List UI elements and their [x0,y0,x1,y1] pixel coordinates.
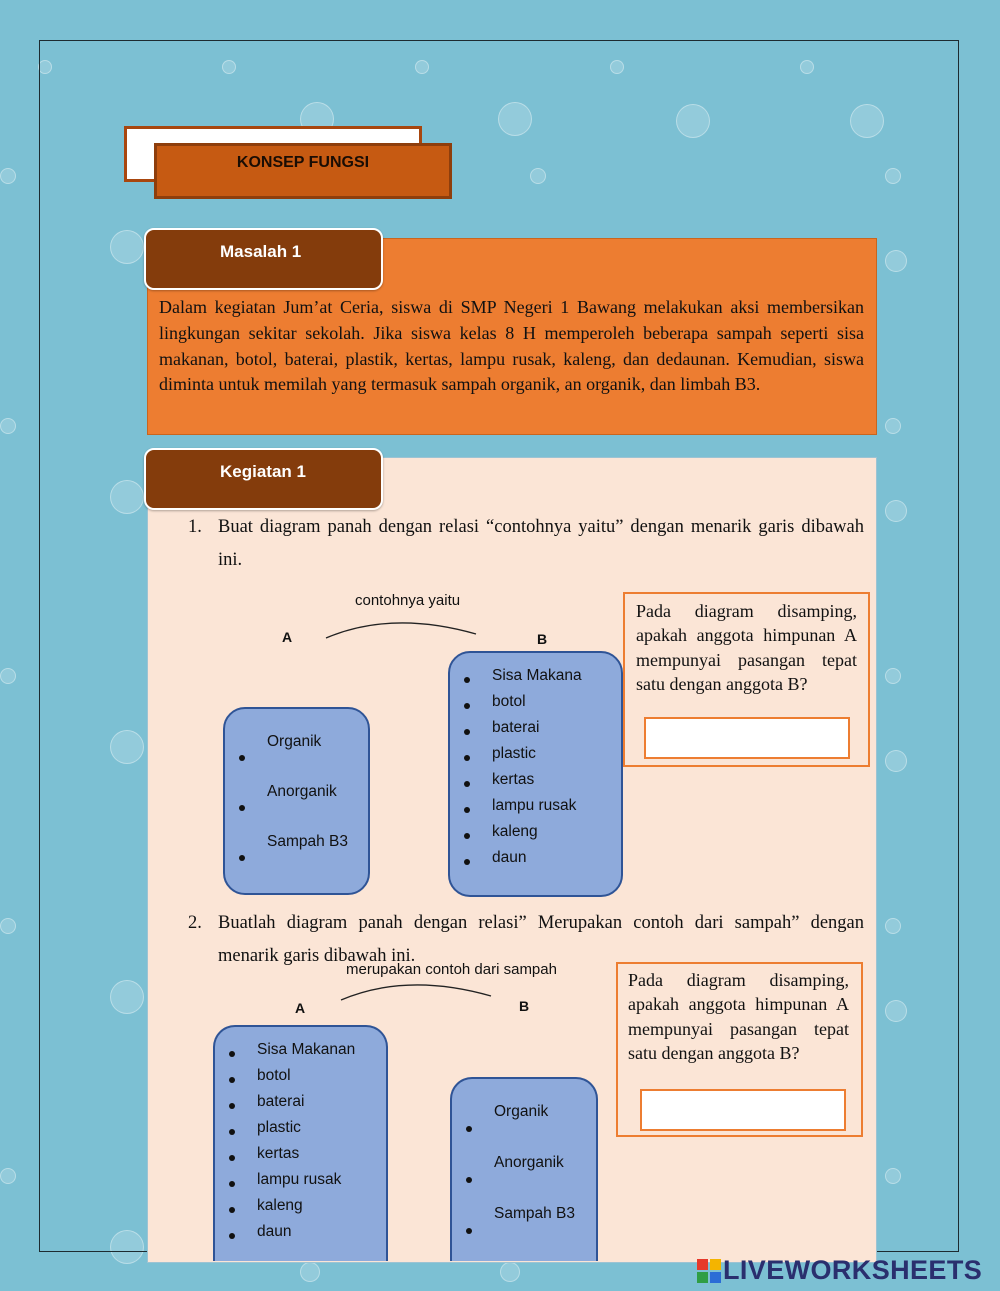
relation-arc [322,616,482,642]
set-a-item[interactable]: botol [215,1067,386,1093]
answer-input[interactable] [644,717,850,759]
liveworksheets-logo[interactable] [697,1255,994,1285]
answer-input[interactable] [640,1089,846,1131]
set-a-box [213,1025,388,1261]
liveworksheets-icon [697,1259,721,1283]
masalah-text: Dalam kegiatan Jum’at Ceria, siswa di SMP Negeri 1 Bawang melakukan aksi membersikan lingkungan sekitar sekolah. Jika siswa kelas 8 H memperoleh beberapa sampah seperti sisa makanan, botol, baterai, plastik, kertas, lampu rusak, kaleng, dan dedaunan. Kemudian, siswa diminta untuk memilah yang termasuk sampah organik, an organik, dan limbah B3. [159,297,864,395]
set-a-item[interactable]: Organik [225,733,368,783]
masalah-tab: Masalah 1 [144,228,383,290]
set-a-item[interactable]: plastic [215,1119,386,1145]
set-b-item[interactable]: Anorganik [452,1154,596,1205]
question-text: Buatlah diagram panah dengan relasi” Merupakan contoh dari sampah” dengan menarik garis dibawah ini. [218,913,864,966]
question-1 [188,511,864,577]
set-a-item[interactable]: kaleng [215,1197,386,1223]
set-a-item[interactable]: lampu rusak [215,1171,386,1197]
set-b-box [448,651,623,897]
question-text: Buat diagram panah dengan relasi “contohnya yaitu” dengan menarik garis dibawah ini. [218,517,864,570]
set-a-item[interactable]: Sisa Makanan [215,1041,386,1067]
set-a-item[interactable]: baterai [215,1093,386,1119]
question-number: 2. [188,913,202,933]
relation-label: merupakan contoh dari sampah [346,961,557,978]
set-b-item[interactable]: plastic [450,745,621,771]
set-b-item[interactable]: daun [450,849,621,875]
side-question-text: Pada diagram disamping, apakah anggota himpunan A mempunyai pasangan tepat satu dengan anggota B? [628,970,849,1064]
set-a-item[interactable]: kertas [215,1145,386,1171]
question-number: 1. [188,517,202,537]
set-b-item[interactable]: Organik [452,1103,596,1154]
set-a-item[interactable]: Sampah B3 [225,833,368,883]
relation-label: contohnya yaitu [355,592,461,609]
relation-arc [337,978,497,1004]
set-b-item[interactable]: baterai [450,719,621,745]
set-b-item[interactable]: Sisa Makana [450,667,621,693]
set-b-item[interactable]: botol [450,693,621,719]
set-a-item[interactable]: Anorganik [225,783,368,833]
set-b-box [450,1077,598,1261]
set-b-item[interactable]: kertas [450,771,621,797]
set-b-item[interactable]: lampu rusak [450,797,621,823]
kegiatan-tab: Kegiatan 1 [144,448,383,510]
page-title: KONSEP FUNGSI [154,143,452,199]
logo-text: LIVEWORKSHEETS [723,1255,983,1285]
set-a-label: A [295,1000,306,1016]
set-a-box [223,707,370,895]
set-b-item[interactable]: Sampah B3 [452,1205,596,1256]
set-a-label: A [282,629,293,645]
set-b-label: B [519,998,530,1014]
set-a-item[interactable]: daun [215,1223,386,1249]
side-question-text: Pada diagram disamping, apakah anggota himpunan A mempunyai pasangan tepat satu dengan anggota B? [636,601,857,695]
set-b-label: B [537,631,548,647]
set-b-item[interactable]: kaleng [450,823,621,849]
